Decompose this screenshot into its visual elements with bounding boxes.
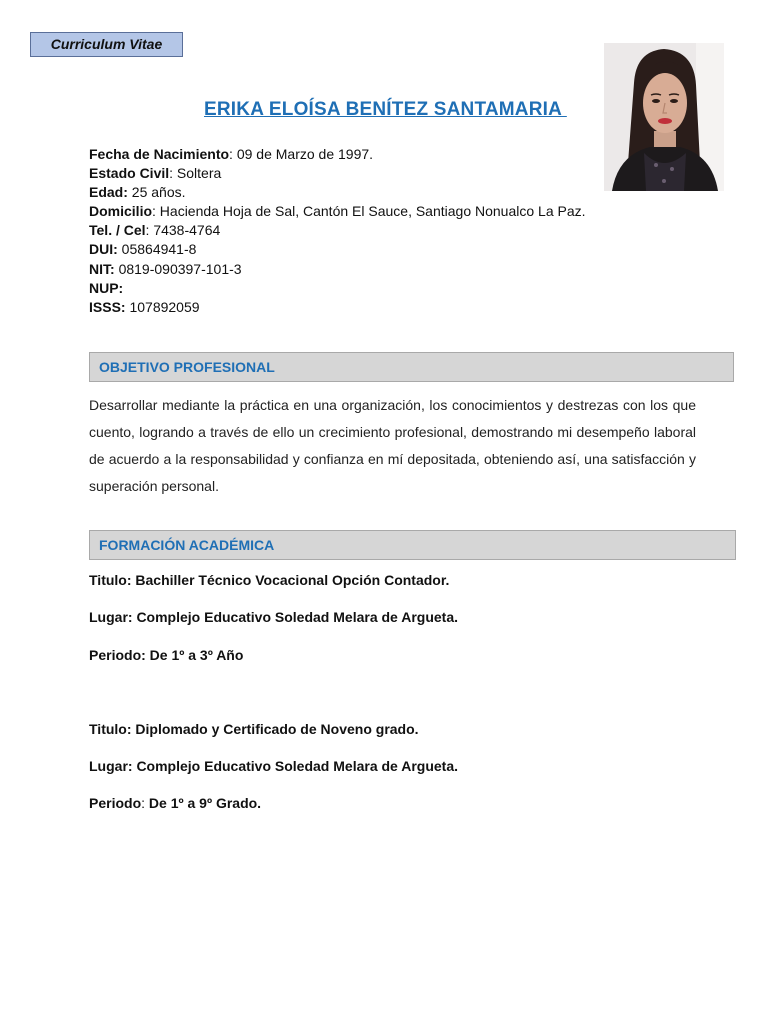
info-value: 25 años. xyxy=(131,184,186,201)
info-row-birthdate xyxy=(89,145,586,164)
personal-info xyxy=(89,145,586,317)
info-separator: : xyxy=(229,146,237,162)
education-1-title: Titulo: Bachiller Técnico Vocacional Opción Contador. xyxy=(89,572,450,588)
education-1-period xyxy=(89,647,243,663)
info-value: 0819-090397-101-3 xyxy=(118,260,242,277)
education-2-period xyxy=(89,795,261,811)
info-separator: : xyxy=(145,222,154,239)
period-separator: : xyxy=(141,795,149,811)
info-row-nit xyxy=(89,260,586,279)
info-label: NIT: xyxy=(89,260,115,277)
info-label: Tel. / Cel xyxy=(89,222,146,239)
info-value: 7438-4764 xyxy=(153,222,221,239)
profile-photo xyxy=(604,43,724,191)
info-row-age xyxy=(89,183,586,202)
info-label: ISSS: xyxy=(89,298,126,315)
info-row-civil-status xyxy=(89,164,586,183)
info-label: Domicilio xyxy=(89,203,153,220)
objective-text: Desarrollar mediante la práctica en una organización, los conocimientos y destrezas con los que cuento, logrando a través de ello un crecimiento profesional, demostrando mi desempeño laboral de acuerdo a la responsabilidad y confianza en mí depositada, obteniendo así, una satisfacción y superación personal. xyxy=(89,397,696,494)
info-row-dui xyxy=(89,240,586,259)
info-row-nup xyxy=(89,279,586,298)
info-row-phone xyxy=(89,221,586,240)
period-label: Periodo: xyxy=(89,647,150,663)
info-separator: : xyxy=(152,203,160,220)
info-label: DUI: xyxy=(89,241,118,258)
period-label: Periodo xyxy=(89,795,142,811)
info-label: NUP: xyxy=(89,279,124,296)
info-value: 05864941-8 xyxy=(121,241,197,258)
section-header-objective: OBJETIVO PROFESIONAL xyxy=(89,352,734,382)
info-value: Soltera xyxy=(176,165,222,182)
section-header-education: FORMACIÓN ACADÉMICA xyxy=(89,530,736,560)
info-label: Estado Civil xyxy=(89,165,170,182)
info-label: Fecha de Nacimiento xyxy=(89,146,230,162)
info-row-address xyxy=(89,202,586,221)
profile-photo-image xyxy=(604,43,724,191)
info-value: 107892059 xyxy=(129,298,200,315)
candidate-name: ERIKA ELOÍSA BENÍTEZ SANTAMARIA xyxy=(204,99,567,120)
info-row-isss xyxy=(89,298,586,317)
education-1-place: Lugar: Complejo Educativo Soledad Melara de Argueta. xyxy=(89,609,458,625)
education-2-place: Lugar: Complejo Educativo Soledad Melara de Argueta. xyxy=(89,758,458,774)
curriculum-vitae-badge: Curriculum Vitae xyxy=(30,32,183,57)
period-value: De 1º a 3º Año xyxy=(149,647,244,663)
info-value: Hacienda Hoja de Sal, Cantón El Sauce, Santiago Nonualco La Paz. xyxy=(159,203,586,220)
info-value: 09 de Marzo de 1997. xyxy=(236,146,374,162)
period-value: De 1º a 9º Grado. xyxy=(148,795,262,811)
education-2-title: Titulo: Diplomado y Certificado de Noveno grado. xyxy=(89,721,419,737)
info-separator: : xyxy=(169,165,177,182)
info-label: Edad: xyxy=(89,184,128,201)
